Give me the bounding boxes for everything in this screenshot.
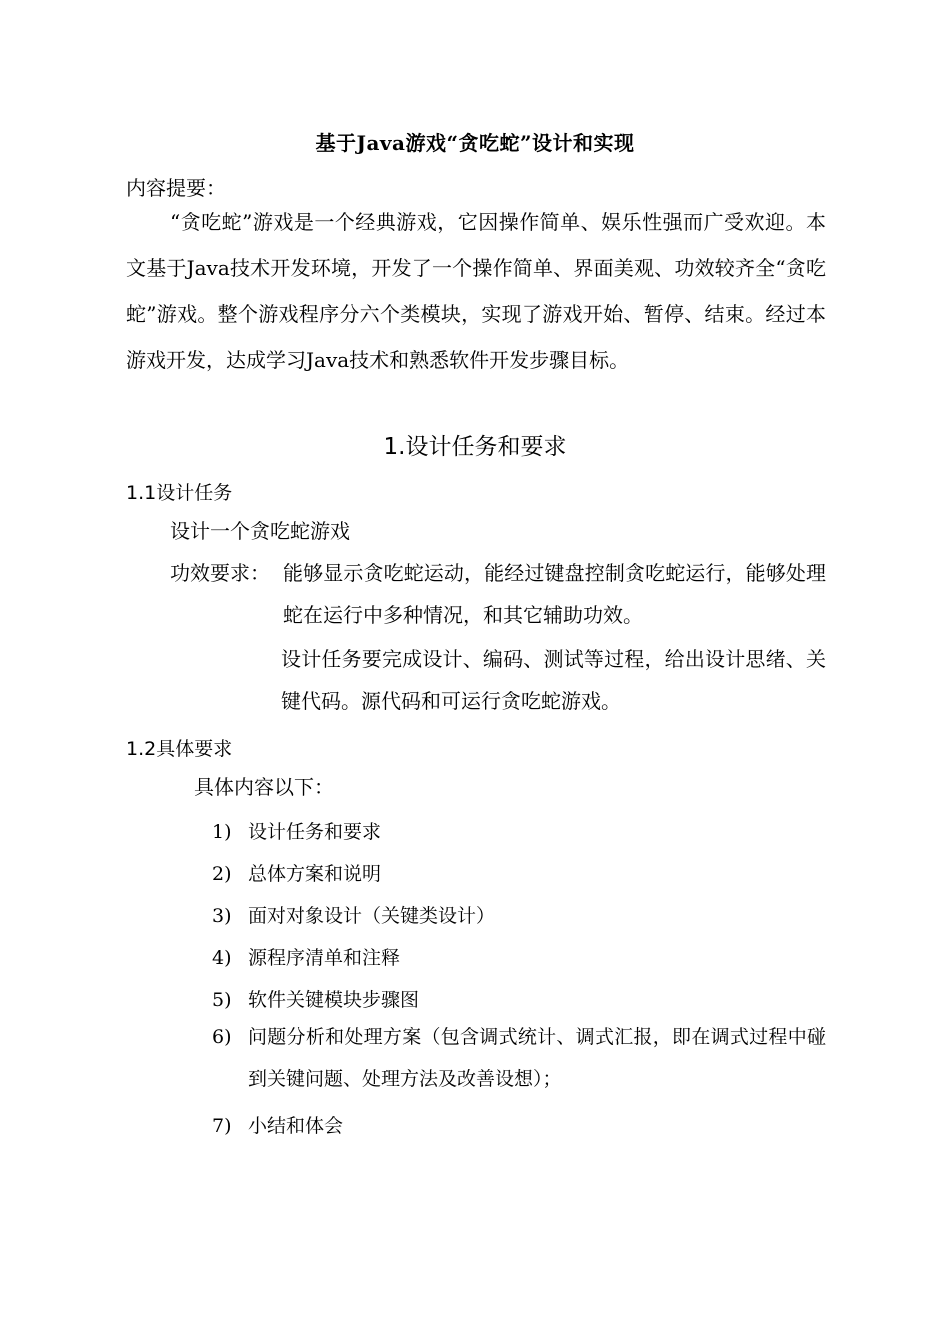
list-number: 7) [212, 1115, 232, 1137]
list-text: 软件关键模块步骤图 [248, 989, 420, 1011]
list-number: 5) [212, 989, 232, 1011]
list-number: 3) [212, 905, 232, 927]
list-text: 源程序清单和注释 [248, 947, 401, 969]
list-item [212, 985, 419, 1012]
task-detail: 设计任务要完成设计、编码、测试等过程，给出设计思绪、关键代码。源代码和可运行贪吃蛇游戏。 [281, 647, 826, 713]
abstract-label: 内容提要： [126, 176, 226, 200]
section-heading: 1.设计任务和要求 [383, 434, 567, 460]
subsection-heading-1-2: 1.2具体要求 [126, 738, 233, 760]
function-label: 功效要求： [170, 561, 270, 585]
abstract-paragraph: “贪吃蛇”游戏是一个经典游戏，它因操作简单、娱乐性强而广受欢迎。本文基于Java技术开发环境，开发了一个操作简单、界面美观、功效较齐全“贪吃蛇”游戏。整个游戏程序分六个类模块，实现了游戏开始、暂停、结束。经过本游戏开发，达成学习Java技术和熟悉软件开发步骤目标。 [126, 210, 826, 372]
list-number: 4) [212, 947, 232, 969]
list-number: 6) [212, 1026, 232, 1048]
list-text: 总体方案和说明 [248, 863, 382, 885]
document-title: 基于Java游戏“贪吃蛇”设计和实现 [315, 131, 635, 155]
list-item [212, 943, 400, 970]
list-text: 设计任务和要求 [248, 821, 382, 843]
list-text: 小结和体会 [248, 1115, 344, 1137]
list-item [212, 859, 381, 886]
subsection-heading-1-1: 1.1设计任务 [126, 482, 233, 504]
requirements-intro: 具体内容以下： [194, 775, 334, 799]
task-line: 设计一个贪吃蛇游戏 [170, 519, 350, 543]
list-number: 1) [212, 821, 232, 843]
list-item [212, 901, 495, 928]
list-item [212, 1111, 343, 1138]
list-number: 2) [212, 863, 232, 885]
list-text: 问题分析和处理方案（包含调式统计、调式汇报，即在调式过程中碰到关键问题、处理方法及改善设想）； [248, 1026, 826, 1090]
function-text: 能够显示贪吃蛇运动，能经过键盘控制贪吃蛇运行，能够处理蛇在运行中多种情况，和其它辅助功效。 [283, 561, 826, 627]
list-text: 面对对象设计（关键类设计） [248, 905, 496, 927]
list-item [212, 817, 381, 844]
